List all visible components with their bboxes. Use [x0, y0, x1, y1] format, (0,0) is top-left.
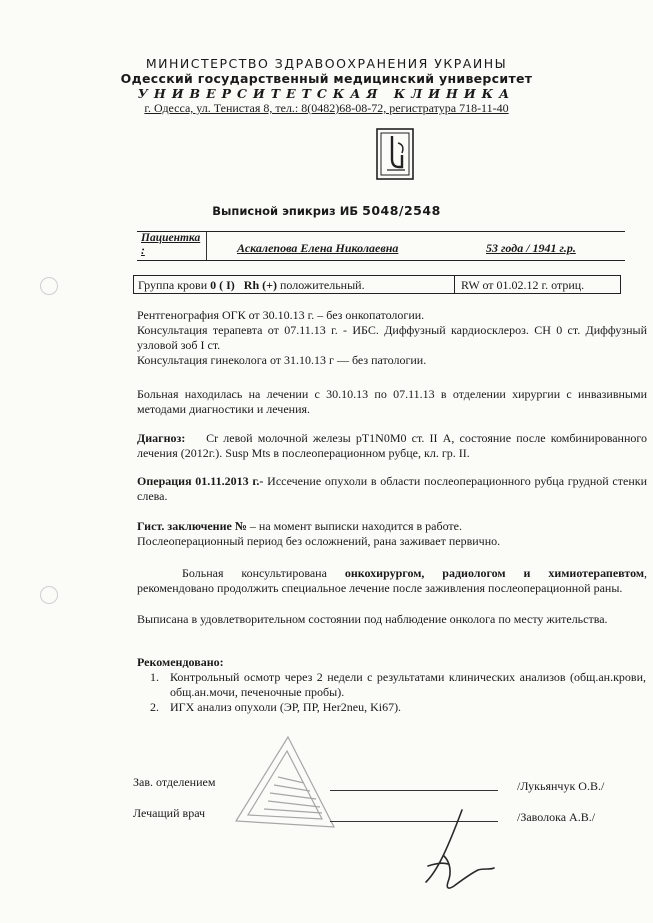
diagnosis: Диагноз: Cr левой молочной железы pT1N0M0 ст. II А, состояние после комбинированного лечения (2012г.). Susp Mts в послеоперационном рубце, кл. гр. II. — [137, 431, 647, 460]
signature-line — [330, 790, 498, 791]
triangular-stamp-icon — [230, 733, 340, 841]
patient-row — [137, 231, 625, 261]
clinic-header: УНИВЕРСИТЕТСКАЯ КЛИНИКА — [137, 86, 516, 101]
exam-1: Рентгенография ОГК от 30.10.13 г. – без онкопатологии. — [137, 308, 425, 322]
patient-label: Пациентка : — [137, 232, 207, 260]
histology: Гист. заключение № – на момент выписки находится в работе. — [137, 519, 462, 533]
head-of-department-label: Зав. отделением — [133, 775, 216, 789]
punch-hole — [40, 586, 58, 604]
rw-result: RW от 01.02.12 г. отриц. — [461, 278, 585, 292]
case-number: 5048/2548 — [362, 203, 441, 218]
recommendations-list — [150, 670, 646, 715]
blood-group: Группа крови 0 ( I) Rh (+) положительный. — [138, 278, 365, 292]
blood-row — [133, 275, 621, 294]
attending-doctor-label: Лечащий врач — [133, 806, 206, 820]
consultation: Больная консультирована онкохирургом, радиологом и химиотерапевтом, рекомендовано продолжить специальное лечение после заживления послеоперационной раны. — [137, 566, 648, 595]
punch-hole — [40, 277, 58, 295]
patient-name: Аскалепова Елена Николаевна — [237, 241, 399, 255]
exam-3: Консультация гинеколога от 31.10.13 г — без патологии. — [137, 353, 427, 367]
postop-period: Послеоперационный период без осложнений, рана заживает первично. — [137, 534, 501, 548]
university-header: Одесский государственный медицинский университет — [120, 71, 533, 86]
list-item: 2. ИГХ анализ опухоли (ЭР, ПР, Her2neu, Ki67). — [150, 700, 402, 714]
exam-2: Консультация терапевта от 07.11.13 г. - ИБС. Диффузный кардиосклероз. СН 0 ст. Диффузный узловой зоб I ст. — [137, 323, 647, 352]
title-prefix: Выписной эпикриз ИБ — [212, 204, 359, 218]
document-title — [0, 203, 653, 218]
attending-doctor-name: /Заволока А.В./ — [517, 810, 596, 824]
clinic-logo-icon — [375, 127, 415, 181]
clinic-address: г. Одесса, ул. Тенистая 8, тел.: 8(0482)68-08-72, регистратура 718-11-40 — [144, 101, 509, 115]
patient-age: 53 года / 1941 г.р. — [486, 241, 576, 255]
ministry-header: МИНИСТЕРСТВО ЗДРАВООХРАНЕНИЯ УКРАИНЫ — [145, 56, 508, 71]
table-divider — [454, 276, 455, 293]
operation: Операция 01.11.2013 г.- Иссечение опухоли в области послеоперационного рубца грудной стенки слева. — [137, 474, 647, 503]
handwritten-signature-icon — [404, 806, 504, 896]
recommendations-label: Рекомендовано: — [137, 655, 224, 669]
list-item: 1. Контрольный осмотр через 2 недели с результатами клинических анализов (общ.ан.крови, общ.ан.мочи, печеночные пробы). — [150, 670, 646, 699]
head-of-department-name: /Лукьянчук О.В./ — [517, 779, 605, 793]
hospital-stay: Больная находилась на лечении с 30.10.13 по 07.11.13 в отделении хирургии с инвазивными методами диагностики и лечения. — [137, 387, 647, 416]
discharge-status: Выписана в удовлетворительном состоянии под наблюдение онколога по месту жительства. — [137, 612, 608, 626]
